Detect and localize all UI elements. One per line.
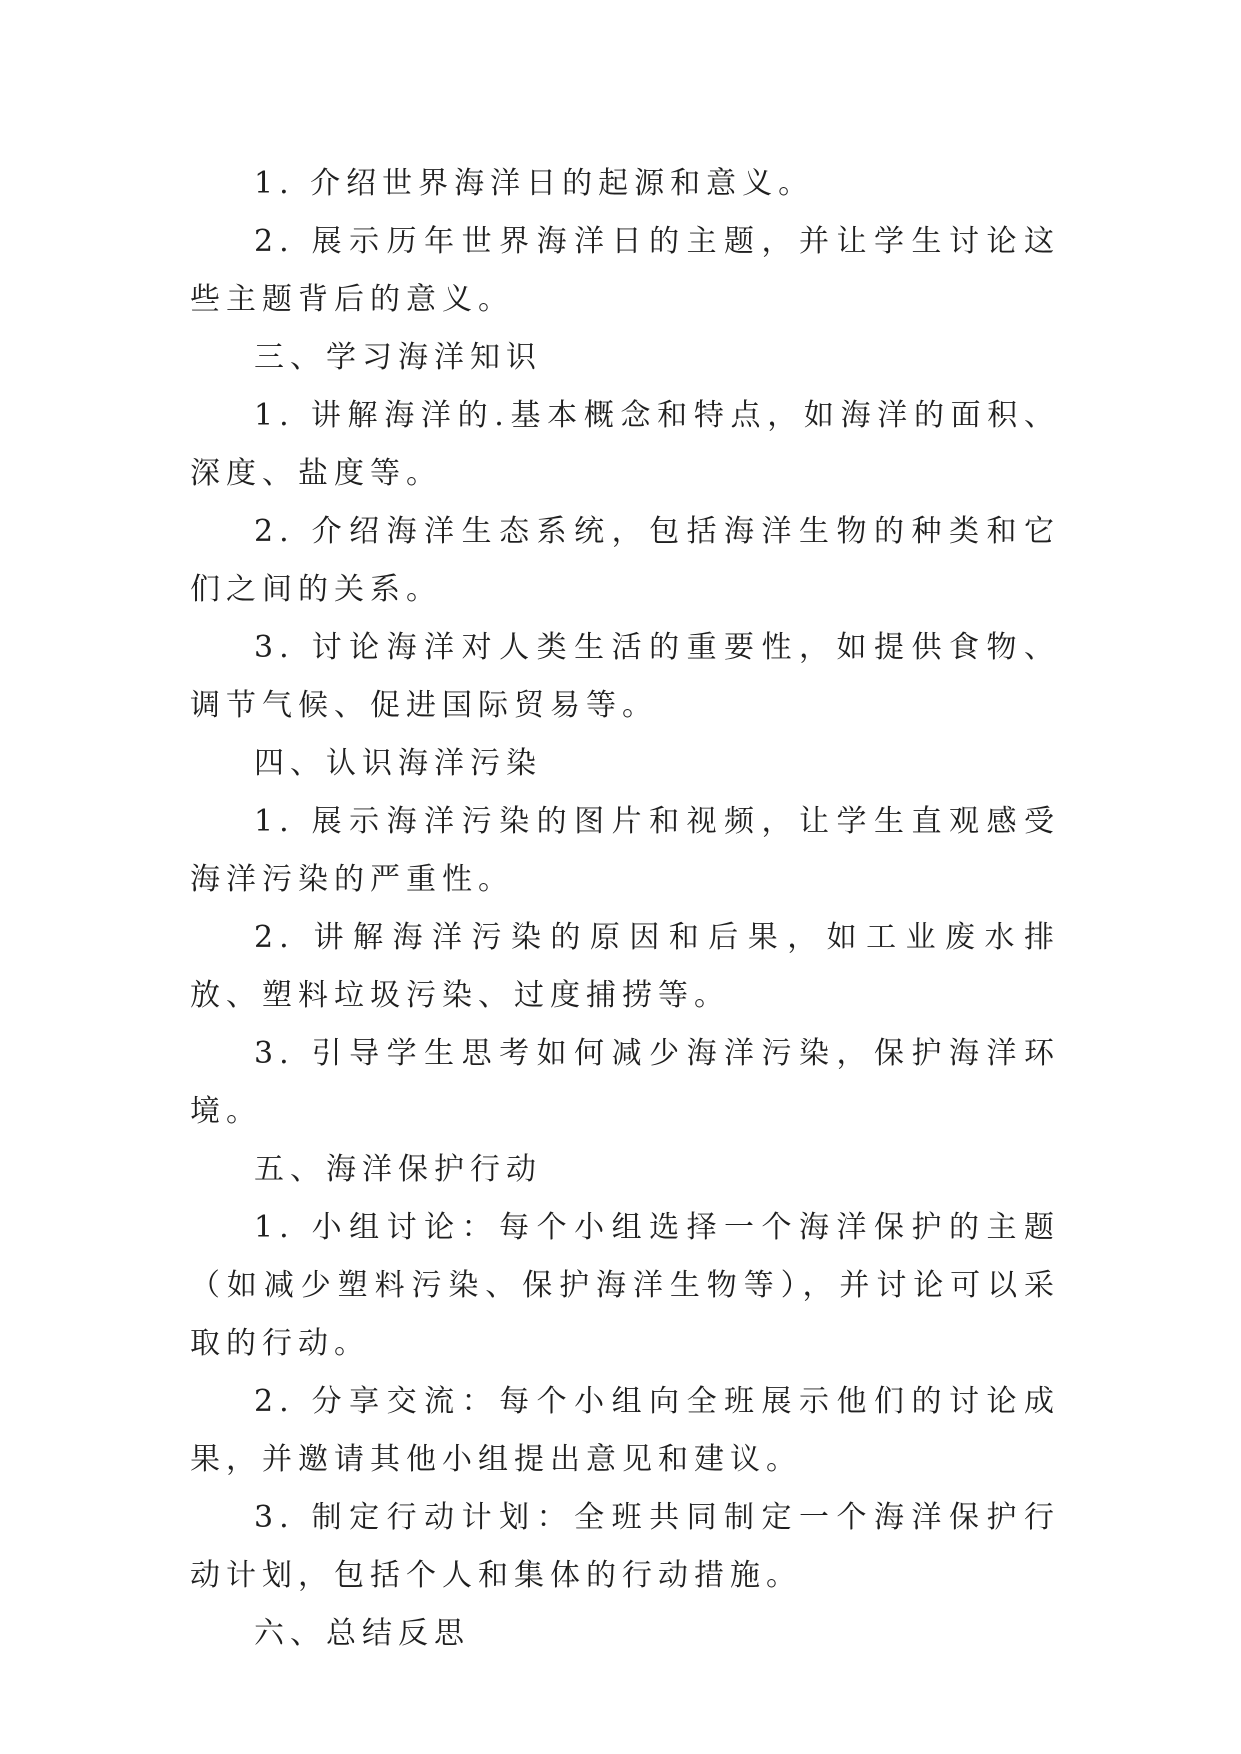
list-item-sharing: 2. 分享交流：每个小组向全班展示他们的讨论成果，并邀请其他小组提出意见和建议。 (190, 1384, 1060, 1477)
list-item-group-discussion: 1. 小组讨论：每个小组选择一个海洋保护的主题（如减少塑料污染、保护海洋生物等），并讨论可以采取的行动。 (190, 1210, 1060, 1361)
list-item-reduce-pollution: 3. 引导学生思考如何减少海洋污染，保护海洋环境。 (190, 1036, 1060, 1129)
section-heading-ocean-knowledge: 三、学习海洋知识 (254, 340, 542, 375)
section-heading-protection-action: 五、海洋保护行动 (254, 1152, 542, 1187)
section-heading-summary: 六、总结反思 (254, 1616, 470, 1651)
section-heading-ocean-pollution: 四、认识海洋污染 (254, 746, 542, 781)
list-item-importance: 3. 讨论海洋对人类生活的重要性，如提供食物、调节气候、促进国际贸易等。 (190, 630, 1060, 723)
document-body (190, 155, 1060, 1663)
list-item-pollution-media: 1. 展示海洋污染的图片和视频，让学生直观感受海洋污染的严重性。 (190, 804, 1060, 897)
list-item-pollution-causes: 2. 讲解海洋污染的原因和后果，如工业废水排放、塑料垃圾污染、过度捕捞等。 (190, 920, 1060, 1013)
list-item-intro-origin: 1. 介绍世界海洋日的起源和意义。 (254, 166, 815, 201)
list-item-ecosystem: 2. 介绍海洋生态系统，包括海洋生物的种类和它们之间的关系。 (190, 514, 1060, 607)
list-item-basic-concepts: 1. 讲解海洋的.基本概念和特点，如海洋的面积、深度、盐度等。 (190, 398, 1060, 491)
list-item-themes: 2. 展示历年世界海洋日的主题，并让学生讨论这些主题背后的意义。 (190, 224, 1060, 317)
list-item-action-plan: 3. 制定行动计划：全班共同制定一个海洋保护行动计划，包括个人和集体的行动措施。 (190, 1500, 1060, 1593)
